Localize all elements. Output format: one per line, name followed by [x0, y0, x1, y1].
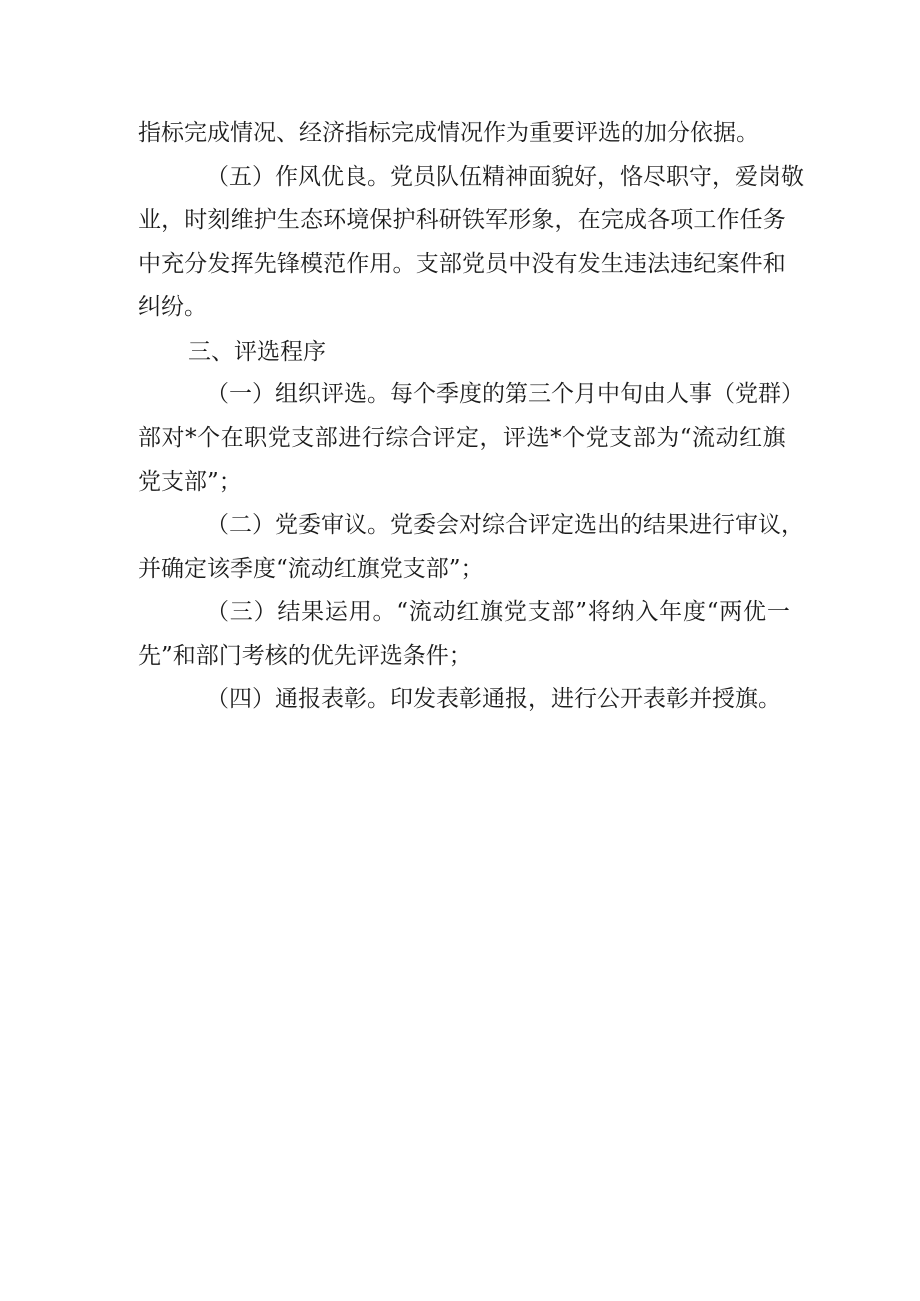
text-char: 员	[413, 164, 436, 190]
text-char: 作	[346, 251, 370, 277]
text-char: 支	[609, 425, 633, 451]
text-char: 为	[656, 425, 680, 451]
text-char: 。	[372, 599, 396, 625]
text-char: 先	[253, 251, 277, 277]
text-char: 流	[692, 425, 716, 451]
text-char: 进	[338, 425, 362, 451]
text-char: 完	[600, 207, 624, 233]
paragraph-line: 党支部”；	[138, 469, 242, 495]
text-char: 恪	[620, 164, 643, 190]
text-char: 爱	[735, 164, 758, 190]
text-char: 旗	[480, 599, 504, 625]
text-char: （	[206, 512, 229, 538]
text-char: 部	[314, 425, 338, 451]
text-char: 任	[739, 207, 763, 233]
text-char: 入	[635, 599, 659, 625]
text-char: ，	[781, 512, 804, 538]
text-char: 保	[369, 207, 393, 233]
text-char: 选	[344, 381, 367, 407]
text-char: 委	[298, 512, 321, 538]
text-char: 部	[438, 251, 462, 277]
text-char: 职	[244, 425, 268, 451]
text-char: 组	[275, 381, 298, 407]
text-char: 神	[505, 164, 528, 190]
text-char: 结	[643, 512, 666, 538]
text-char: 党	[267, 425, 291, 451]
text-char: 貌	[551, 164, 574, 190]
text-char: 充	[161, 251, 185, 277]
text-char: 刻	[207, 207, 231, 233]
paragraph-line	[138, 200, 786, 240]
text-char: 人	[666, 381, 689, 407]
text-char: 用	[348, 599, 372, 625]
text-char: ，	[161, 207, 185, 233]
text-char: 议	[344, 512, 367, 538]
text-char: 象	[531, 207, 555, 233]
text-char: 流	[408, 599, 432, 625]
text-char: 进	[689, 512, 712, 538]
text-char: 有	[554, 251, 578, 277]
text-char: 工	[693, 207, 717, 233]
text-char: 果	[301, 599, 325, 625]
text-char: 务	[762, 207, 786, 233]
text-char: 中	[597, 381, 620, 407]
text-char: 三	[528, 381, 551, 407]
text-char: 优	[743, 599, 767, 625]
text-char: 的	[482, 381, 505, 407]
text-char: ，	[712, 164, 735, 190]
text-char: ）	[781, 381, 804, 407]
text-char: 模	[299, 251, 323, 277]
text-char: 岗	[758, 164, 781, 190]
text-char: 度	[459, 381, 482, 407]
text-char: 红	[456, 599, 480, 625]
text-char: 护	[253, 207, 277, 233]
text-char: 时	[184, 207, 208, 233]
text-char: 锋	[276, 251, 300, 277]
text-char: 。	[367, 381, 390, 407]
text-char: 党	[390, 512, 413, 538]
text-char: 会	[436, 512, 459, 538]
text-char: 挥	[230, 251, 254, 277]
text-char: 件	[739, 251, 763, 277]
text-char: 个	[197, 425, 221, 451]
text-char: 党	[735, 381, 758, 407]
text-char: 果	[666, 512, 689, 538]
text-char: 良	[344, 164, 367, 190]
text-char: 选	[526, 425, 550, 451]
text-char: 综	[482, 512, 505, 538]
text-char: 由	[643, 381, 666, 407]
text-char: 中	[508, 251, 532, 277]
text-char: 部	[632, 425, 656, 451]
text-char: 守	[689, 164, 712, 190]
paragraph-line: （四）通报表彰。印发表彰通报，进行公开表彰并授旗。	[206, 686, 781, 712]
text-char: 发	[577, 251, 601, 277]
text-char: 没	[531, 251, 555, 277]
text-char: 员	[485, 251, 509, 277]
text-char: ）	[252, 164, 275, 190]
text-char: 五	[229, 164, 252, 190]
text-char: 部	[138, 425, 161, 451]
text-char: 伍	[459, 164, 482, 190]
text-char: 作	[716, 207, 740, 233]
text-char: ）	[253, 599, 277, 625]
text-char: 月	[574, 381, 597, 407]
text-char: 业	[138, 207, 161, 233]
text-char: 范	[323, 251, 347, 277]
text-char: 境	[346, 207, 370, 233]
text-char: 议	[758, 512, 781, 538]
paragraph-line	[206, 505, 804, 545]
text-char: 综	[385, 425, 409, 451]
text-char: 群	[758, 381, 781, 407]
text-char: 织	[298, 381, 321, 407]
text-char: 二	[229, 512, 252, 538]
text-char: 年	[659, 599, 683, 625]
text-char: 审	[321, 512, 344, 538]
text-char: 对	[459, 512, 482, 538]
text-char: 。	[392, 251, 416, 277]
text-char: ，	[597, 164, 620, 190]
text-char: 两	[719, 599, 743, 625]
text-char: 护	[392, 207, 416, 233]
text-char: 科	[415, 207, 439, 233]
text-char: 发	[207, 251, 231, 277]
paragraph-line	[138, 418, 786, 458]
text-char: 优	[321, 164, 344, 190]
text-char: ，	[554, 207, 578, 233]
text-char: 作	[275, 164, 298, 190]
text-char: 职	[666, 164, 689, 190]
text-char: 出	[597, 512, 620, 538]
text-char: （	[206, 381, 229, 407]
text-char: ）	[252, 381, 275, 407]
text-char: 维	[230, 207, 254, 233]
text-char: 生	[276, 207, 300, 233]
text-char: 动	[715, 425, 739, 451]
text-char: 评	[321, 381, 344, 407]
text-char: 。	[367, 164, 390, 190]
text-char: 将	[587, 599, 611, 625]
text-char: ，	[479, 425, 503, 451]
text-char: 红	[739, 425, 763, 451]
text-char: 事	[689, 381, 712, 407]
text-char: 面	[528, 164, 551, 190]
text-char: 案	[716, 251, 740, 277]
text-char: 铁	[461, 207, 485, 233]
text-char: 党	[275, 512, 298, 538]
text-char: 行	[712, 512, 735, 538]
text-char: 敬	[781, 164, 804, 190]
text-char: 党	[585, 425, 609, 451]
text-char: 支	[527, 599, 551, 625]
text-char: *	[550, 425, 562, 451]
text-char: 评	[503, 425, 526, 451]
text-char: 队	[436, 164, 459, 190]
text-char: 尽	[643, 164, 666, 190]
text-char: 合	[408, 425, 432, 451]
text-char: （	[206, 599, 229, 625]
text-char: 违	[623, 251, 647, 277]
text-char: 个	[551, 381, 574, 407]
text-char: （	[206, 164, 229, 190]
text-char: 党	[461, 251, 485, 277]
text-char: 态	[299, 207, 323, 233]
paragraph-line: 纠纷。	[138, 294, 207, 320]
text-char: 个	[413, 381, 436, 407]
text-char: 党	[390, 164, 413, 190]
text-char: “	[396, 599, 409, 625]
text-char: 的	[620, 512, 643, 538]
text-char: 季	[436, 381, 459, 407]
text-char: 结	[277, 599, 301, 625]
paragraph-line	[206, 374, 804, 414]
text-char: 好	[574, 164, 597, 190]
text-char: 精	[482, 164, 505, 190]
text-char: 运	[324, 599, 348, 625]
text-char: 一	[766, 599, 790, 625]
text-char: ”	[575, 599, 588, 625]
text-char: 纪	[693, 251, 717, 277]
text-char: 度	[682, 599, 706, 625]
text-char: 支	[291, 425, 315, 451]
text-char: 个	[562, 425, 586, 451]
text-char: ）	[252, 512, 275, 538]
text-char: 动	[432, 599, 456, 625]
text-char: 第	[505, 381, 528, 407]
text-char: 项	[670, 207, 694, 233]
text-char: 生	[600, 251, 624, 277]
text-char: 评	[528, 512, 551, 538]
paragraph-line	[206, 157, 804, 197]
paragraph-line	[138, 244, 786, 284]
text-char: 在	[220, 425, 244, 451]
text-char: 成	[623, 207, 647, 233]
text-char: 形	[508, 207, 532, 233]
text-char: 各	[647, 207, 671, 233]
text-char: 法	[647, 251, 671, 277]
text-char: 纳	[611, 599, 635, 625]
text-char: 中	[138, 251, 161, 277]
text-char: 。	[367, 512, 390, 538]
text-char: 旬	[620, 381, 643, 407]
text-char: 一	[229, 381, 252, 407]
text-char: 三	[229, 599, 253, 625]
text-char: 用	[369, 251, 393, 277]
text-char: 违	[670, 251, 694, 277]
text-char: 选	[574, 512, 597, 538]
text-char: “	[706, 599, 719, 625]
text-char: 党	[503, 599, 527, 625]
text-char: 分	[184, 251, 208, 277]
text-char: 对	[161, 425, 185, 451]
paragraph-line: 指标完成情况、经济指标完成情况作为重要评选的加分依据。	[138, 120, 759, 146]
text-char: 在	[577, 207, 601, 233]
text-char: 评	[432, 425, 456, 451]
text-char: （	[712, 381, 735, 407]
text-char: 军	[485, 207, 509, 233]
text-char: *	[185, 425, 197, 451]
text-char: 定	[551, 512, 574, 538]
text-char: 研	[438, 207, 462, 233]
text-char: 行	[361, 425, 385, 451]
paragraph-line: 并确定该季度“流动红旗党支部”；	[138, 556, 484, 582]
section-heading: 三、评选程序	[188, 339, 326, 365]
paragraph-line	[206, 592, 790, 632]
text-char: 部	[551, 599, 575, 625]
text-char: 风	[298, 164, 321, 190]
text-char: 每	[390, 381, 413, 407]
text-char: 合	[505, 512, 528, 538]
text-char: 委	[413, 512, 436, 538]
text-char: 审	[735, 512, 758, 538]
text-char: 支	[415, 251, 439, 277]
text-char: 旗	[762, 425, 786, 451]
text-char: 定	[455, 425, 479, 451]
text-char: “	[679, 425, 692, 451]
text-char: 环	[323, 207, 347, 233]
paragraph-line: 先”和部门考核的优先评选条件；	[138, 643, 472, 669]
text-char: 和	[762, 251, 786, 277]
